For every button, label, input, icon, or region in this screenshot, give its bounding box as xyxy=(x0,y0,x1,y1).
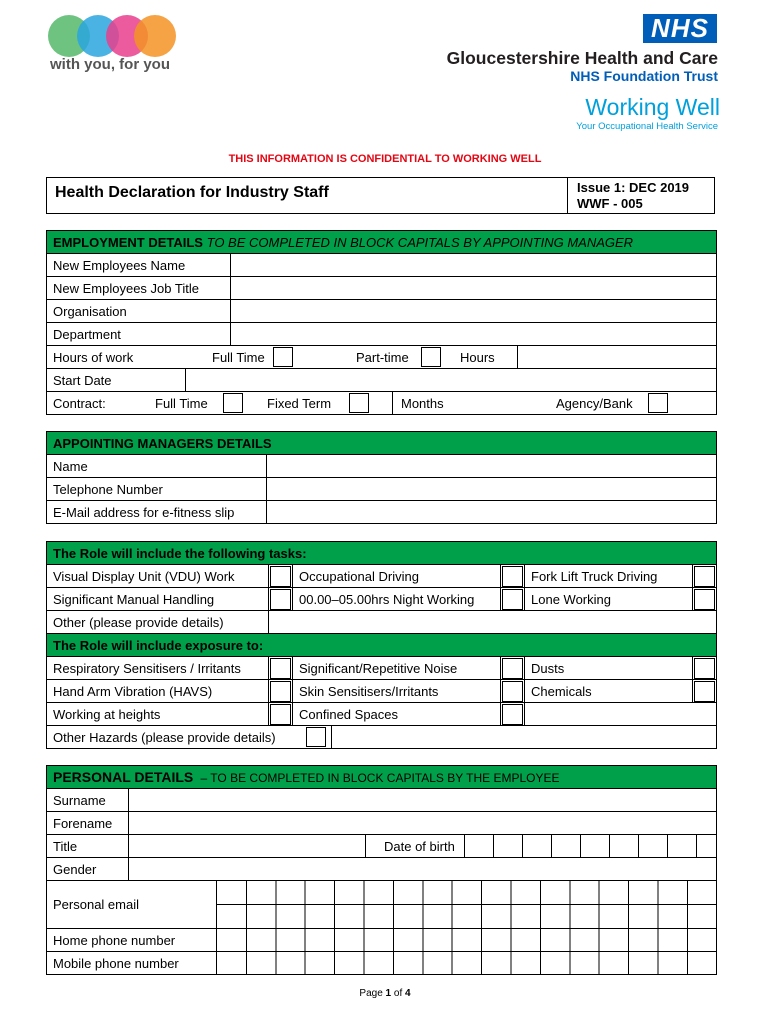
home-phone-label: Home phone number xyxy=(47,929,217,952)
org-trust: NHS Foundation Trust xyxy=(570,68,718,84)
page-number: 1 xyxy=(385,988,392,999)
other-tasks-field[interactable] xyxy=(269,611,717,634)
mobile-phone-label: Mobile phone number xyxy=(47,952,217,975)
exposure-label: Working at heights xyxy=(47,703,269,726)
task-checkbox[interactable] xyxy=(269,588,293,611)
page-footer: Page 1 of 4 xyxy=(359,988,411,999)
role-table xyxy=(46,541,717,749)
part-time-hours-field[interactable] xyxy=(517,346,716,368)
issue-label: Issue 1: DEC 2019 xyxy=(577,180,690,195)
with-you-logo xyxy=(48,15,178,77)
surname-field[interactable] xyxy=(129,789,717,812)
job-title-field[interactable] xyxy=(230,277,716,299)
form-code: WWF - 005 xyxy=(577,196,643,211)
hours-row xyxy=(47,346,717,369)
exposure-label: Respiratory Sensitisers / Irritants xyxy=(47,657,269,680)
exposure-label: Hand Arm Vibration (HAVS) xyxy=(47,680,269,703)
other-hazards-checkbox[interactable] xyxy=(306,727,326,747)
page-total: 4 xyxy=(405,988,411,999)
task-label: Lone Working xyxy=(525,588,693,611)
home-phone-field[interactable] xyxy=(217,929,717,952)
tagline: with you, for you xyxy=(50,56,170,73)
personal-header-note: – TO BE COMPLETED IN BLOCK CAPITALS BY THE EMPLOYEE xyxy=(200,771,560,785)
task-checkbox[interactable] xyxy=(269,565,293,588)
department-label: Department xyxy=(53,327,121,342)
organisation-field[interactable] xyxy=(230,300,716,322)
other-tasks-label: Other (please provide details) xyxy=(47,611,269,634)
exposure-label: Dusts xyxy=(525,657,693,680)
employee-name-label: New Employees Name xyxy=(53,258,186,273)
task-label: Occupational Driving xyxy=(293,565,501,588)
task-label: Visual Display Unit (VDU) Work xyxy=(47,565,269,588)
department-field[interactable] xyxy=(230,323,716,345)
forename-label: Forename xyxy=(47,812,129,835)
dob-label: Date of birth xyxy=(384,839,455,854)
document-header xyxy=(46,177,715,214)
manager-details-table xyxy=(46,431,717,524)
employee-name-row xyxy=(47,254,717,277)
personal-details-table xyxy=(46,765,717,881)
contract-full-time-checkbox[interactable] xyxy=(223,393,243,413)
mobile-phone-field[interactable] xyxy=(217,952,717,975)
document-title: Health Declaration for Industry Staff xyxy=(55,184,329,201)
hours-unit-label: Hours xyxy=(460,350,495,365)
title-dob-row xyxy=(129,835,717,858)
start-date-field[interactable] xyxy=(185,369,716,391)
issue-info xyxy=(567,177,716,214)
forename-field[interactable] xyxy=(129,812,717,835)
part-time-checkbox[interactable] xyxy=(421,347,441,367)
contract-label: Contract: xyxy=(53,396,106,411)
task-label: Significant Manual Handling xyxy=(47,588,269,611)
task-row xyxy=(47,588,717,611)
exposure-label: Confined Spaces xyxy=(293,703,501,726)
exposure-checkbox[interactable] xyxy=(693,680,717,703)
start-date-row xyxy=(47,369,717,392)
employment-header-note: TO BE COMPLETED IN BLOCK CAPITALS BY APPOINTING MANAGER xyxy=(206,234,634,250)
exposure-checkbox[interactable] xyxy=(501,657,525,680)
personal-email-field-2[interactable] xyxy=(217,905,717,929)
exposure-checkbox[interactable] xyxy=(269,680,293,703)
agency-bank-label: Agency/Bank xyxy=(556,396,633,411)
other-hazards-label: Other Hazards (please provide details) xyxy=(53,730,276,745)
contract-row xyxy=(47,392,717,415)
fixed-term-label: Fixed Term xyxy=(267,396,332,411)
months-label: Months xyxy=(401,396,444,411)
contact-table xyxy=(46,880,717,975)
exposure-row xyxy=(47,657,717,680)
personal-header: PERSONAL DETAILS – TO BE COMPLETED IN BLOCK CAPITALS BY THE EMPLOYEE xyxy=(47,766,717,789)
exposure-row xyxy=(47,703,717,726)
hours-label: Hours of work xyxy=(53,350,134,365)
manager-header: APPOINTING MANAGERS DETAILS xyxy=(47,432,717,455)
full-time-label: Full Time xyxy=(212,350,265,365)
exposure-header: The Role will include exposure to: xyxy=(47,634,717,657)
exposure-checkbox[interactable] xyxy=(693,657,717,680)
title-label: Title xyxy=(47,835,129,858)
full-time-checkbox[interactable] xyxy=(273,347,293,367)
employment-header: EMPLOYMENT DETAILS TO BE COMPLETED IN BLOCK CAPITALS BY APPOINTING MANAGER xyxy=(47,231,717,254)
manager-name-field[interactable] xyxy=(267,455,717,478)
task-label: Fork Lift Truck Driving xyxy=(525,565,693,588)
organisation-row xyxy=(47,300,717,323)
dob-field[interactable] xyxy=(464,835,716,857)
agency-bank-checkbox[interactable] xyxy=(648,393,668,413)
manager-phone-label: Telephone Number xyxy=(47,478,267,501)
exposure-label: Chemicals xyxy=(525,680,693,703)
gender-label: Gender xyxy=(47,858,129,881)
exposure-label: Skin Sensitisers/Irritants xyxy=(293,680,501,703)
task-label: 00.00–05.00hrs Night Working xyxy=(293,588,501,611)
org-name: Gloucestershire Health and Care xyxy=(446,48,718,68)
tasks-header: The Role will include the following tasks: xyxy=(47,542,717,565)
gender-field[interactable] xyxy=(129,858,717,881)
task-checkbox[interactable] xyxy=(693,565,717,588)
personal-email-field[interactable] xyxy=(217,881,717,905)
exposure-checkbox[interactable] xyxy=(501,703,525,726)
confidential-notice: THIS INFORMATION IS CONFIDENTIAL TO WORKING WELL xyxy=(228,153,542,165)
organisation-label: Organisation xyxy=(53,304,127,319)
job-title-label: New Employees Job Title xyxy=(53,281,199,296)
task-checkbox[interactable] xyxy=(501,565,525,588)
service-subtitle: Your Occupational Health Service xyxy=(576,121,718,132)
contract-full-time-label: Full Time xyxy=(155,396,208,411)
exposure-label: Significant/Repetitive Noise xyxy=(293,657,501,680)
manager-email-field[interactable] xyxy=(267,501,717,524)
fixed-term-checkbox[interactable] xyxy=(349,393,369,413)
exposure-row xyxy=(47,680,717,703)
task-checkbox[interactable] xyxy=(501,588,525,611)
nhs-logo: NHS xyxy=(643,14,717,43)
employee-name-field[interactable] xyxy=(230,254,716,276)
other-hazards-row xyxy=(47,726,717,749)
surname-label: Surname xyxy=(47,789,129,812)
exposure-checkbox[interactable] xyxy=(269,703,293,726)
manager-email-label: E-Mail address for e-fitness slip xyxy=(47,501,267,524)
exposure-checkbox[interactable] xyxy=(501,680,525,703)
service-name: Working Well xyxy=(585,94,720,120)
exposure-empty-cell xyxy=(525,703,717,726)
part-time-label: Part-time xyxy=(356,350,409,365)
task-row xyxy=(47,565,717,588)
job-title-row xyxy=(47,277,717,300)
task-checkbox[interactable] xyxy=(693,588,717,611)
exposure-checkbox[interactable] xyxy=(269,657,293,680)
department-row xyxy=(47,323,717,346)
manager-phone-field[interactable] xyxy=(267,478,717,501)
manager-name-label: Name xyxy=(47,455,267,478)
start-date-label: Start Date xyxy=(53,373,112,388)
circles-logo-icon xyxy=(48,15,178,57)
other-hazards-field[interactable] xyxy=(331,726,716,748)
personal-email-label: Personal email xyxy=(47,881,217,929)
employment-details-table xyxy=(46,230,717,415)
